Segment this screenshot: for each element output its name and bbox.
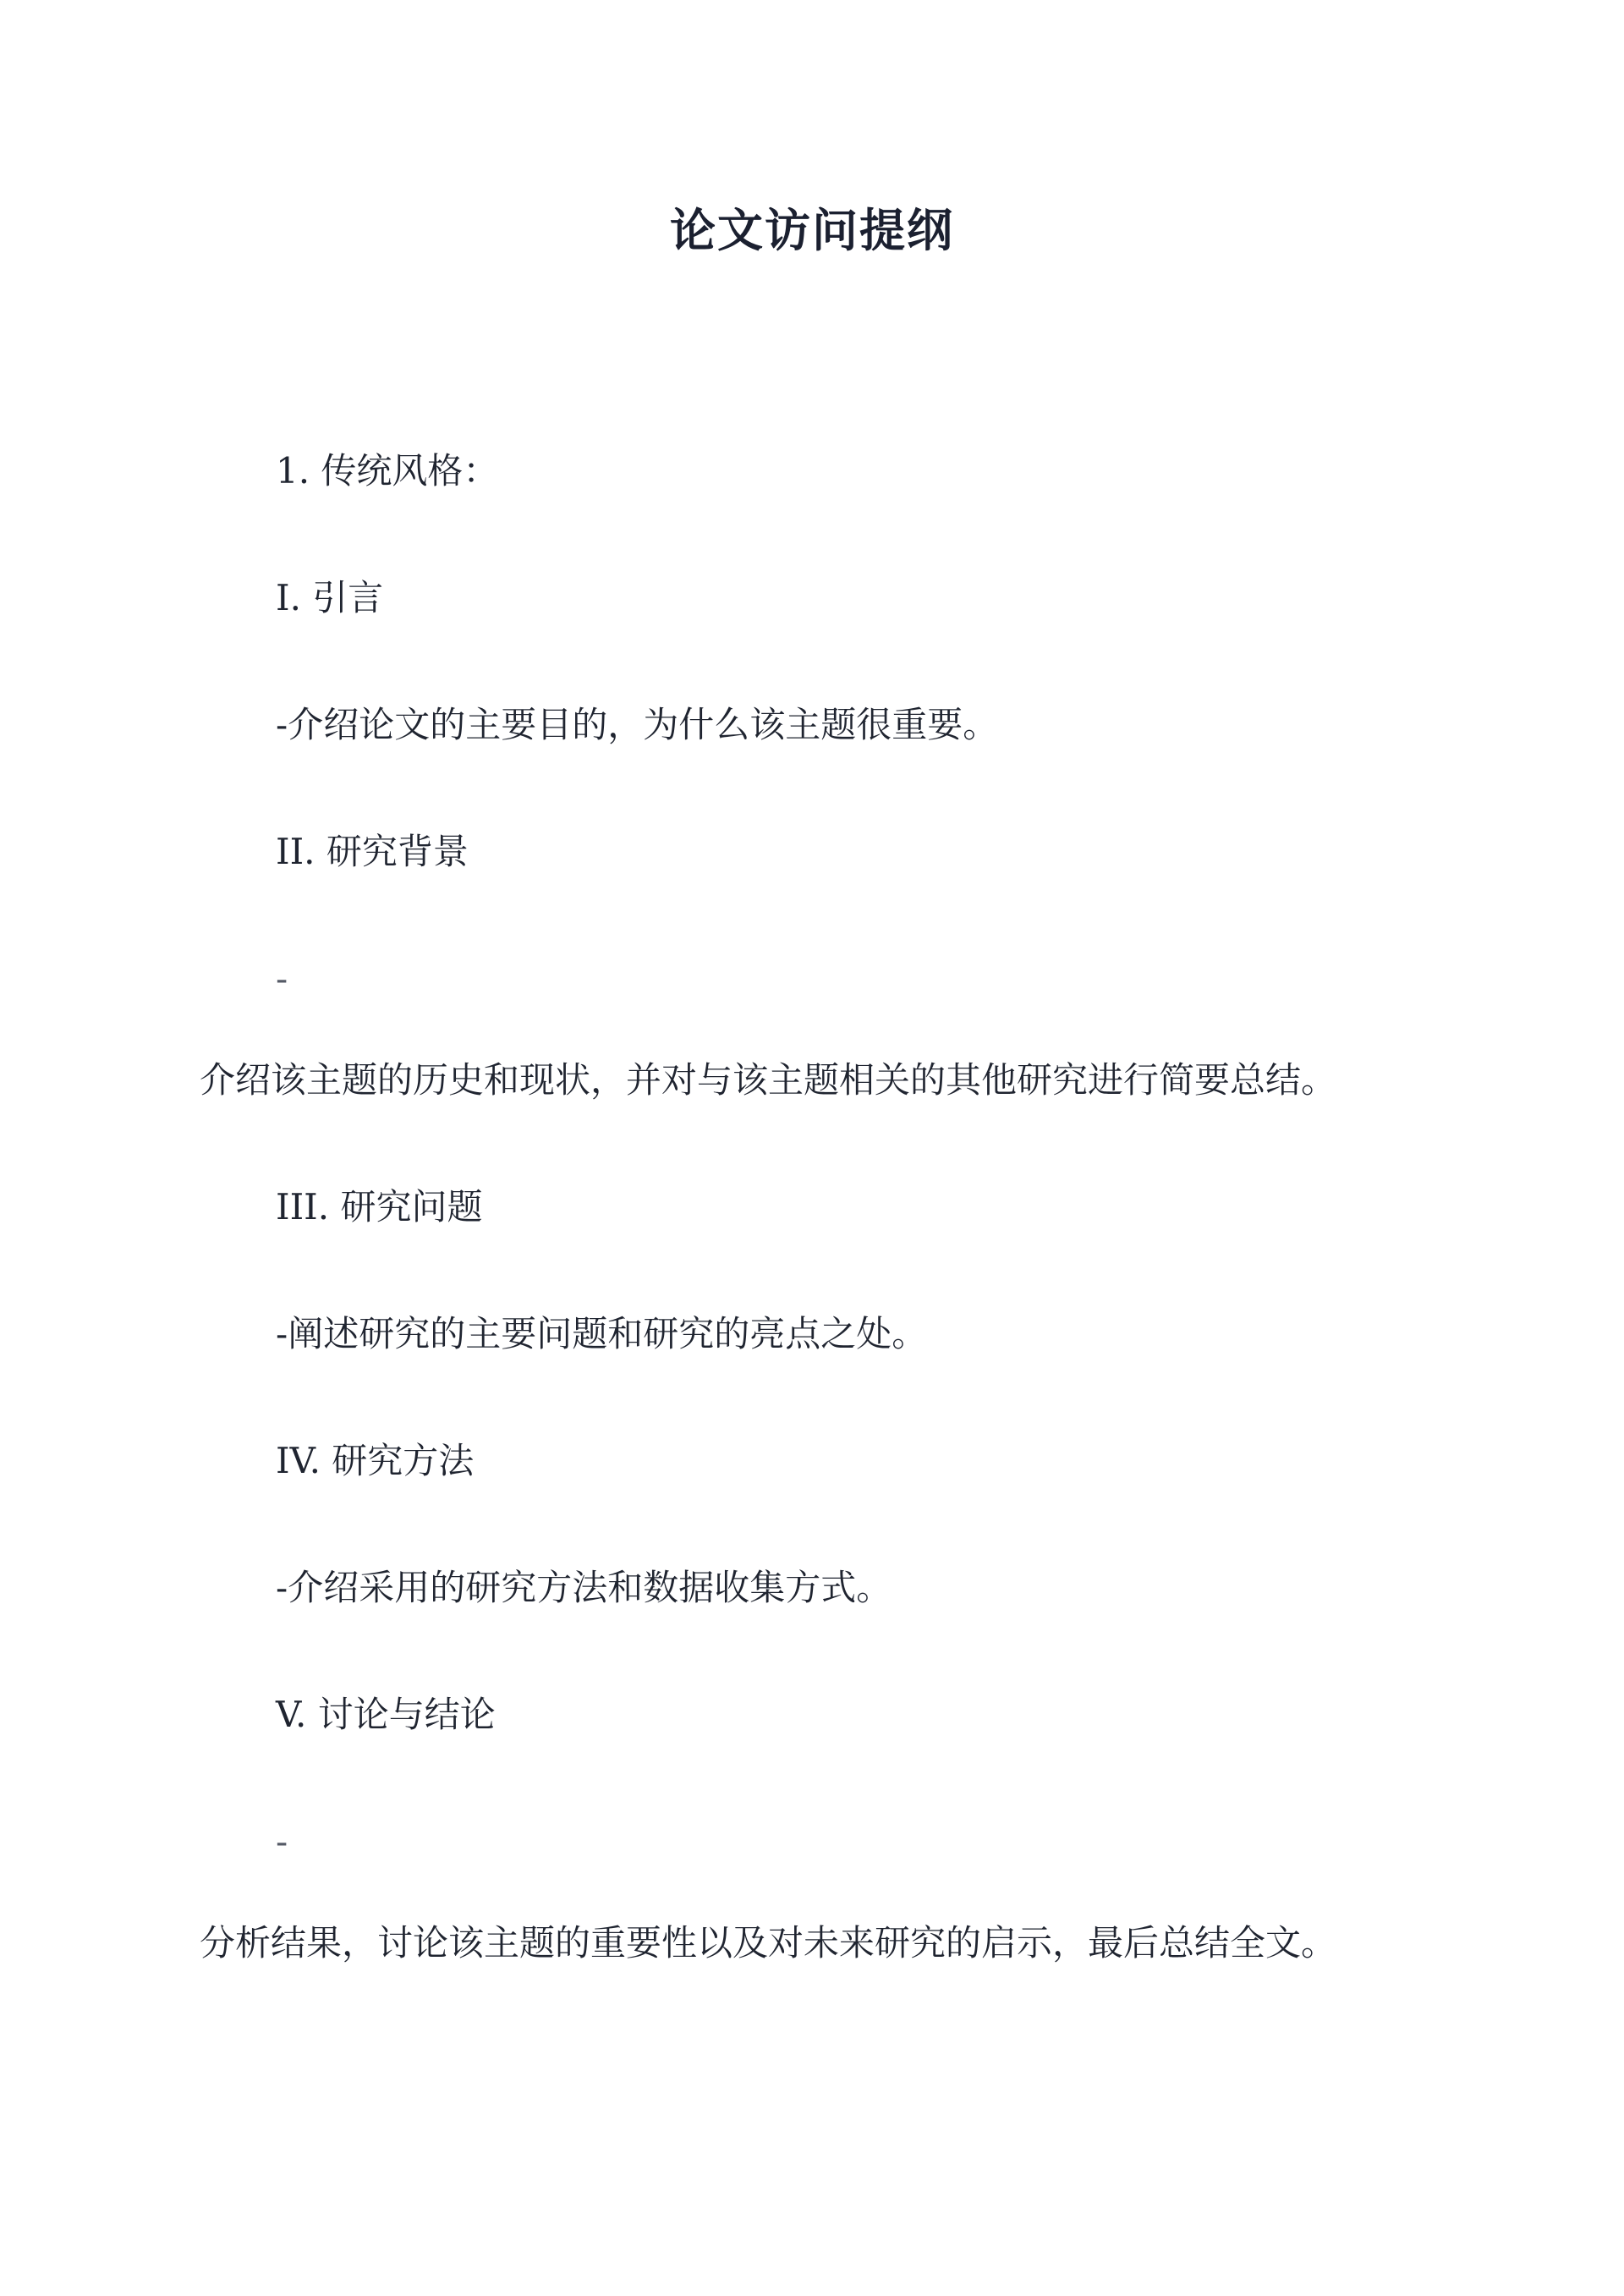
dash-marker-discussion: - (276, 1821, 288, 1862)
section-heading-methods: IV. 研究方法 (276, 1440, 475, 1481)
section-heading-research-question: III. 研究问题 (276, 1186, 483, 1228)
outline-style-heading: 1. 传统风格： (276, 450, 499, 492)
section-description-background: 介绍该主题的历史和现状，并对与该主题相关的其他研究进行简要总结。 (200, 1059, 1337, 1101)
section-description-research-question: -阐述研究的主要问题和研究的亮点之处。 (276, 1313, 928, 1354)
document-title: 论文访问提纲 (670, 203, 954, 257)
section-description-introduction: -介绍论文的主要目的，为什么该主题很重要。 (276, 704, 999, 745)
section-heading-introduction: I. 引言 (276, 577, 384, 618)
section-description-discussion: 分析结果，讨论该主题的重要性以及对未来研究的启示，最后总结全文。 (200, 1922, 1337, 1964)
section-heading-discussion: V. 讨论与结论 (276, 1694, 496, 1735)
section-description-methods: -介绍采用的研究方法和数据收集方式。 (276, 1567, 892, 1608)
dash-marker-background: - (276, 958, 288, 999)
section-heading-background: II. 研究背景 (276, 831, 469, 872)
